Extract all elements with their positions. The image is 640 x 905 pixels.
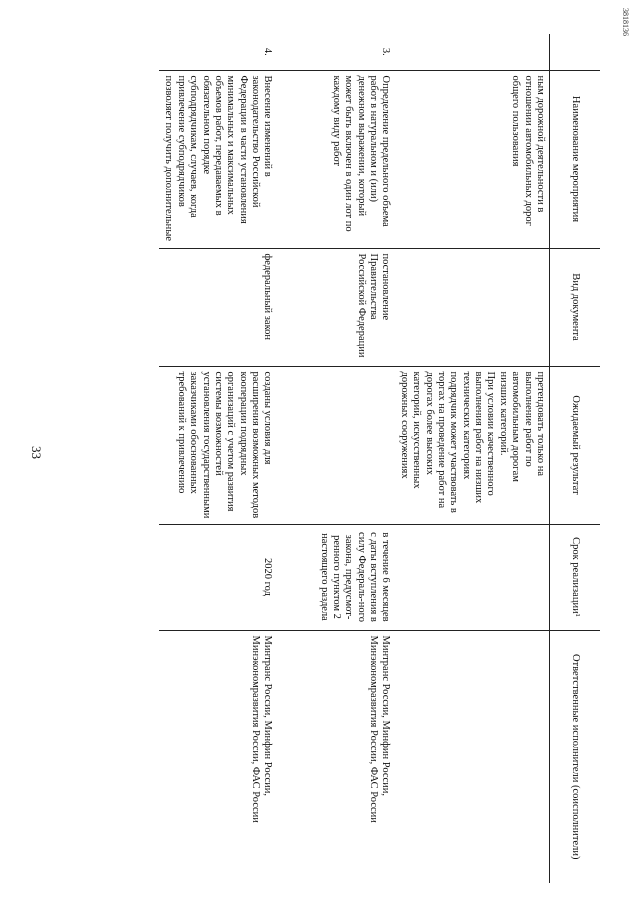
table-row bbox=[277, 34, 395, 883]
footer-code: 3818136 bbox=[621, 8, 630, 36]
row-result bbox=[277, 366, 395, 524]
row-responsible: Минтранс России, Минфин России, Минэкономразвития России, ФАС России bbox=[250, 635, 274, 823]
row-name: ным дорожной деятельности в отношении автомобильных дорог общего пользования bbox=[395, 70, 550, 248]
row-term bbox=[395, 524, 550, 630]
page-number: 33 bbox=[29, 446, 44, 459]
header-expected-result: Ожидаемый результат bbox=[550, 366, 601, 524]
row-result: претендовать только на выполнение работ по автомобильным дорогам низших категорий. При условии качественного выполнения работ на низших технических категориях подрядчик может участвовать в торгах на проведение работ на дорогах более высоких категорий, искусственных дорожных сооружениях bbox=[395, 366, 550, 524]
row-number bbox=[395, 34, 550, 70]
table-row bbox=[159, 34, 276, 883]
row-number: 3. bbox=[277, 34, 395, 70]
row-number: 4. bbox=[159, 34, 276, 70]
header-doc-type: Вид документа bbox=[550, 248, 601, 366]
row-term: в течение 6 месяцев с даты вступления в силу Федераль-ного закона, предусмот-ренного пунктом 2 настоящего раздела bbox=[277, 524, 395, 630]
row-responsible bbox=[395, 630, 550, 883]
header-responsible: Ответственные исполнители (соисполнители) bbox=[550, 630, 601, 883]
row-name: Внесение изменений в законодательство Российской Федерации в части установления минимальных и максимальных объемов работ, передаваемых в обязательном порядке субподрядчикам, случаев, когда привлечение субподрядчиков позволяет получить дополнительные bbox=[159, 70, 276, 248]
row-doc-type: федеральный закон bbox=[159, 248, 276, 366]
table-row bbox=[395, 34, 550, 883]
header-number bbox=[550, 34, 601, 70]
header-name: Наименование мероприятия bbox=[550, 70, 601, 248]
row-doc-type: постановление Правительства Российской Федерации bbox=[277, 248, 395, 366]
table-header-row bbox=[550, 34, 601, 883]
row-result: созданы условия для расширения возможных методов кооперации подрядных организаций с учетом развития системы возможностей установления государственными заказчиками обоснованных требований к привлечению bbox=[159, 366, 276, 524]
row-term: 2020 год bbox=[159, 524, 276, 630]
row-name: Определение предельного объема работ в натуральном и (или) денежном выражении, который может быть включен в один лот по каждому виду работ bbox=[277, 70, 395, 248]
row-doc-type bbox=[395, 248, 550, 366]
header-term: Срок реализации¹ bbox=[550, 524, 601, 630]
row-responsible: Минтранс России, Минфин России, Минэкономразвития России, ФАС России bbox=[368, 635, 392, 823]
measures-table bbox=[159, 34, 600, 883]
